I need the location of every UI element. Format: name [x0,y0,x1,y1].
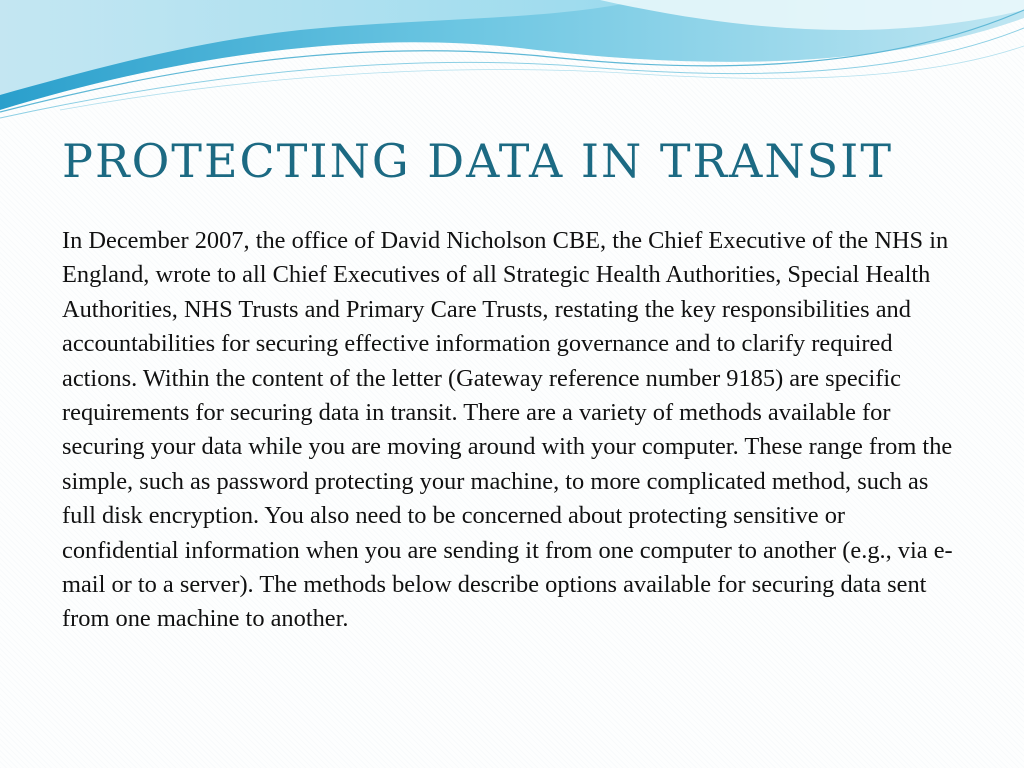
header-wave-decoration [0,0,1024,130]
slide-title: PROTECTING DATA IN TRANSIT [62,134,894,188]
slide-body-text: In December 2007, the office of David Nicholson CBE, the Chief Executive of the NHS in England, wrote to all Chief Executives of all Strategic Health Authorities, Special Health Authorities, NHS Trusts and Primary Care Trusts, restating the key responsibilities and accountabilities for securing effective information governance and to clarify required actions. Within the content of the letter (Gateway reference number 9185) are specific requirements for securing data in transit. There are a variety of methods available for securing your data while you are moving around with your computer. These range from the simple, such as password protecting your machine, to more complicated method, such as full disk encryption. You also need to be concerned about protecting sensitive or confidential information when you are sending it from one computer to another (e.g., via e-mail or to a server). The methods below describe options available for securing data sent from one machine to another. [62,227,953,633]
